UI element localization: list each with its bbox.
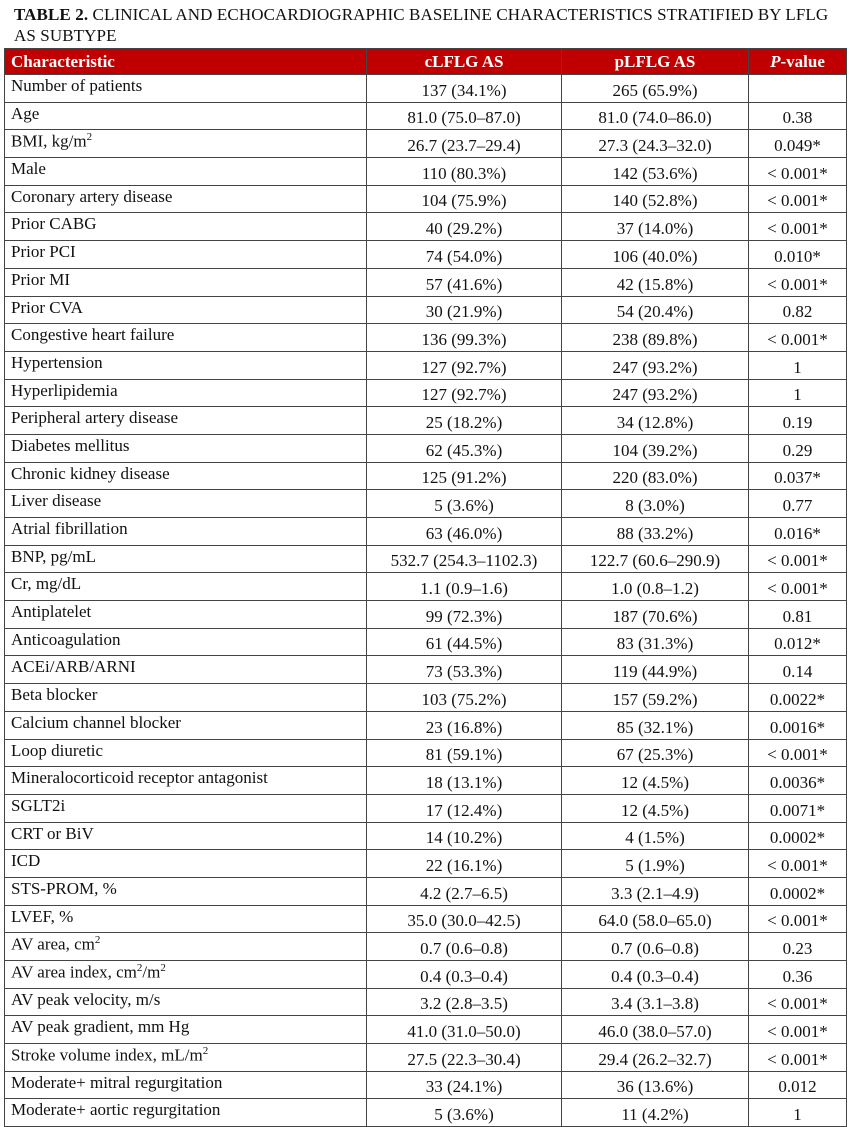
row-label-text: Atrial fibrillation bbox=[11, 519, 128, 538]
cell-clflg: 81.0 (75.0–87.0) bbox=[367, 102, 562, 130]
cell-plflg: 12 (4.5%) bbox=[562, 794, 749, 822]
cell-plflg: 5 (1.9%) bbox=[562, 850, 749, 878]
table-row bbox=[5, 1071, 847, 1099]
cell-p-value: < 0.001* bbox=[749, 850, 847, 878]
cell-plflg: 67 (25.3%) bbox=[562, 739, 749, 767]
cell-plflg: 238 (89.8%) bbox=[562, 324, 749, 352]
cell-clflg: 81 (59.1%) bbox=[367, 739, 562, 767]
cell-p-value: 0.29 bbox=[749, 434, 847, 462]
cell-plflg: 36 (13.6%) bbox=[562, 1071, 749, 1099]
cell-p-value: < 0.001* bbox=[749, 1044, 847, 1072]
cell-plflg: 3.3 (2.1–4.9) bbox=[562, 877, 749, 905]
cell-plflg: 4 (1.5%) bbox=[562, 822, 749, 850]
header-p-italic: P bbox=[770, 51, 781, 71]
table-row bbox=[5, 268, 847, 296]
cell-plflg: 247 (93.2%) bbox=[562, 351, 749, 379]
cell-clflg: 35.0 (30.0–42.5) bbox=[367, 905, 562, 933]
cell-plflg: 29.4 (26.2–32.7) bbox=[562, 1044, 749, 1072]
row-label bbox=[5, 794, 367, 822]
cell-clflg: 3.2 (2.8–3.5) bbox=[367, 988, 562, 1016]
row-label-text: Coronary artery disease bbox=[11, 186, 173, 206]
cell-p-value: 1 bbox=[749, 351, 847, 379]
cell-p-value: 1 bbox=[749, 379, 847, 407]
cell-clflg: 57 (41.6%) bbox=[367, 268, 562, 296]
cell-clflg: 532.7 (254.3–1102.3) bbox=[367, 545, 562, 573]
row-label bbox=[5, 324, 367, 352]
cell-plflg: 187 (70.6%) bbox=[562, 601, 749, 629]
table-row bbox=[5, 711, 847, 739]
row-label-text: AV peak velocity, m/s bbox=[11, 989, 161, 1009]
table-row bbox=[5, 739, 847, 767]
row-label-superscript: 2 bbox=[202, 1045, 209, 1058]
cell-clflg: 30 (21.9%) bbox=[367, 296, 562, 324]
cell-clflg: 63 (46.0%) bbox=[367, 518, 562, 546]
cell-p-value: < 0.001* bbox=[749, 988, 847, 1016]
cell-p-value: 0.037* bbox=[749, 462, 847, 490]
cell-plflg: 54 (20.4%) bbox=[562, 296, 749, 324]
row-label bbox=[5, 268, 367, 296]
row-label bbox=[5, 158, 367, 186]
characteristics-table bbox=[4, 48, 847, 1127]
cell-clflg: 62 (45.3%) bbox=[367, 434, 562, 462]
cell-clflg: 104 (75.9%) bbox=[367, 185, 562, 213]
table-row bbox=[5, 961, 847, 989]
row-label bbox=[5, 296, 367, 324]
table-row bbox=[5, 628, 847, 656]
cell-clflg: 5 (3.6%) bbox=[367, 490, 562, 518]
cell-clflg: 0.7 (0.6–0.8) bbox=[367, 933, 562, 961]
cell-plflg: 12 (4.5%) bbox=[562, 767, 749, 795]
row-label-text-2: /m bbox=[142, 962, 161, 982]
cell-plflg: 81.0 (74.0–86.0) bbox=[562, 102, 749, 130]
table-row bbox=[5, 518, 847, 546]
header-characteristic: Characteristic bbox=[5, 49, 367, 75]
table-row bbox=[5, 324, 847, 352]
cell-plflg: 8 (3.0%) bbox=[562, 490, 749, 518]
row-label-text: Loop diuretic bbox=[11, 740, 104, 760]
row-label bbox=[5, 573, 367, 601]
cell-plflg: 34 (12.8%) bbox=[562, 407, 749, 435]
table-row bbox=[5, 656, 847, 684]
row-label bbox=[5, 434, 367, 462]
table-row bbox=[5, 1016, 847, 1044]
table-row bbox=[5, 1044, 847, 1072]
row-label-text: Hyperlipidemia bbox=[11, 380, 118, 400]
row-label-text: BMI, kg/m bbox=[11, 132, 87, 152]
row-label-superscript: 2 bbox=[86, 131, 93, 144]
cell-p-value: 1 bbox=[749, 1099, 847, 1127]
cell-clflg: 1.1 (0.9–1.6) bbox=[367, 573, 562, 601]
table-header bbox=[5, 49, 847, 75]
row-label bbox=[5, 933, 367, 961]
cell-clflg: 14 (10.2%) bbox=[367, 822, 562, 850]
header-row bbox=[5, 49, 847, 75]
row-label-text: BNP, pg/mL bbox=[11, 546, 97, 566]
cell-p-value: 0.012 bbox=[749, 1071, 847, 1099]
row-label-text: Stroke volume index, mL/m bbox=[11, 1045, 203, 1065]
row-label bbox=[5, 75, 367, 103]
row-label-text: CRT or BiV bbox=[11, 823, 94, 843]
row-label-superscript-2: 2 bbox=[160, 962, 166, 974]
row-label bbox=[5, 545, 367, 573]
row-label bbox=[5, 822, 367, 850]
cell-clflg: 25 (18.2%) bbox=[367, 407, 562, 435]
cell-p-value: 0.14 bbox=[749, 656, 847, 684]
row-label-text: Prior PCI bbox=[11, 242, 76, 262]
row-label-text: Liver disease bbox=[11, 491, 102, 511]
row-label-text: Antiplatelet bbox=[11, 602, 92, 622]
row-label-text: Calcium channel blocker bbox=[11, 712, 181, 732]
row-label-text: AV area index, cm bbox=[11, 962, 137, 982]
table-row bbox=[5, 185, 847, 213]
table-row bbox=[5, 822, 847, 850]
table-row bbox=[5, 241, 847, 269]
cell-p-value: 0.82 bbox=[749, 296, 847, 324]
cell-p-value: 0.81 bbox=[749, 601, 847, 629]
table-row bbox=[5, 601, 847, 629]
row-label-text: Moderate+ mitral regurgitation bbox=[11, 1072, 223, 1092]
row-label bbox=[5, 102, 367, 130]
cell-clflg: 127 (92.7%) bbox=[367, 379, 562, 407]
row-label bbox=[5, 850, 367, 878]
row-label-text: Anticoagulation bbox=[11, 629, 121, 649]
cell-plflg: 37 (14.0%) bbox=[562, 213, 749, 241]
cell-p-value: < 0.001* bbox=[749, 905, 847, 933]
row-label-text: Number of patients bbox=[11, 76, 143, 95]
table-row bbox=[5, 75, 847, 103]
cell-p-value: < 0.001* bbox=[749, 213, 847, 241]
table-row bbox=[5, 573, 847, 601]
row-label bbox=[5, 1044, 367, 1072]
cell-clflg: 99 (72.3%) bbox=[367, 601, 562, 629]
cell-clflg: 18 (13.1%) bbox=[367, 767, 562, 795]
row-label-text: ACEi/ARB/ARNI bbox=[11, 657, 136, 677]
table-row bbox=[5, 379, 847, 407]
cell-clflg: 137 (34.1%) bbox=[367, 75, 562, 103]
row-label bbox=[5, 988, 367, 1016]
row-label bbox=[5, 130, 367, 158]
row-label-superscript: 2 bbox=[136, 962, 143, 974]
row-label-text: STS-PROM, % bbox=[11, 878, 117, 898]
table-row bbox=[5, 434, 847, 462]
cell-plflg: 104 (39.2%) bbox=[562, 434, 749, 462]
row-label-text: Hypertension bbox=[11, 352, 103, 372]
row-label bbox=[5, 462, 367, 490]
row-label-text: AV peak gradient, mm Hg bbox=[11, 1017, 190, 1037]
cell-clflg: 127 (92.7%) bbox=[367, 351, 562, 379]
cell-plflg: 46.0 (38.0–57.0) bbox=[562, 1016, 749, 1044]
row-label bbox=[5, 961, 367, 989]
row-label bbox=[5, 628, 367, 656]
cell-plflg: 142 (53.6%) bbox=[562, 158, 749, 186]
cell-p-value: 0.049* bbox=[749, 130, 847, 158]
cell-clflg: 23 (16.8%) bbox=[367, 711, 562, 739]
cell-clflg: 103 (75.2%) bbox=[367, 684, 562, 712]
cell-clflg: 27.5 (22.3–30.4) bbox=[367, 1044, 562, 1072]
row-label bbox=[5, 1071, 367, 1099]
cell-clflg: 26.7 (23.7–29.4) bbox=[367, 130, 562, 158]
cell-clflg: 5 (3.6%) bbox=[367, 1099, 562, 1127]
header-plflg: pLFLG AS bbox=[562, 49, 749, 75]
cell-clflg: 22 (16.1%) bbox=[367, 850, 562, 878]
row-label-text: Prior CABG bbox=[11, 214, 97, 234]
cell-plflg: 88 (33.2%) bbox=[562, 518, 749, 546]
table-row bbox=[5, 102, 847, 130]
cell-plflg: 119 (44.9%) bbox=[562, 656, 749, 684]
cell-clflg: 74 (54.0%) bbox=[367, 241, 562, 269]
cell-p-value: < 0.001* bbox=[749, 739, 847, 767]
table-row bbox=[5, 462, 847, 490]
cell-p-value: 0.016* bbox=[749, 518, 847, 546]
cell-p-value: 0.19 bbox=[749, 407, 847, 435]
cell-plflg: 106 (40.0%) bbox=[562, 241, 749, 269]
row-label bbox=[5, 684, 367, 712]
cell-p-value: 0.77 bbox=[749, 490, 847, 518]
cell-p-value bbox=[749, 75, 847, 103]
row-label bbox=[5, 518, 367, 546]
row-label bbox=[5, 1016, 367, 1044]
cell-clflg: 17 (12.4%) bbox=[367, 794, 562, 822]
row-label-text: LVEF, % bbox=[11, 906, 74, 926]
header-clflg: cLFLG AS bbox=[367, 49, 562, 75]
cell-plflg: 85 (32.1%) bbox=[562, 711, 749, 739]
cell-plflg: 83 (31.3%) bbox=[562, 628, 749, 656]
cell-p-value: 0.0071* bbox=[749, 794, 847, 822]
row-label-text: Congestive heart failure bbox=[11, 325, 175, 345]
row-label-text: Age bbox=[11, 103, 40, 123]
cell-plflg: 247 (93.2%) bbox=[562, 379, 749, 407]
row-label-text: Moderate+ aortic regurgitation bbox=[11, 1100, 221, 1120]
table-row bbox=[5, 545, 847, 573]
table-row bbox=[5, 988, 847, 1016]
row-label bbox=[5, 241, 367, 269]
cell-plflg: 42 (15.8%) bbox=[562, 268, 749, 296]
cell-p-value: < 0.001* bbox=[749, 545, 847, 573]
table-row bbox=[5, 351, 847, 379]
row-label-text: Cr, mg/dL bbox=[11, 574, 82, 594]
cell-p-value: < 0.001* bbox=[749, 185, 847, 213]
table-row bbox=[5, 794, 847, 822]
table-caption bbox=[14, 4, 846, 46]
cell-clflg: 125 (91.2%) bbox=[367, 462, 562, 490]
cell-plflg: 1.0 (0.8–1.2) bbox=[562, 573, 749, 601]
table-row bbox=[5, 767, 847, 795]
row-label-text: AV area, cm bbox=[11, 934, 95, 954]
cell-clflg: 41.0 (31.0–50.0) bbox=[367, 1016, 562, 1044]
header-p-value bbox=[749, 49, 847, 75]
cell-clflg: 110 (80.3%) bbox=[367, 158, 562, 186]
row-label-superscript: 2 bbox=[94, 934, 101, 947]
table-row bbox=[5, 490, 847, 518]
table-row bbox=[5, 850, 847, 878]
cell-plflg: 27.3 (24.3–32.0) bbox=[562, 130, 749, 158]
cell-plflg: 220 (83.0%) bbox=[562, 462, 749, 490]
row-label-text: Prior MI bbox=[11, 269, 71, 289]
cell-p-value: 0.012* bbox=[749, 628, 847, 656]
row-label bbox=[5, 185, 367, 213]
table-body bbox=[5, 75, 847, 1127]
header-p-suffix: -value bbox=[780, 51, 825, 71]
cell-plflg: 157 (59.2%) bbox=[562, 684, 749, 712]
cell-clflg: 0.4 (0.3–0.4) bbox=[367, 961, 562, 989]
cell-clflg: 61 (44.5%) bbox=[367, 628, 562, 656]
cell-plflg: 265 (65.9%) bbox=[562, 75, 749, 103]
cell-plflg: 64.0 (58.0–65.0) bbox=[562, 905, 749, 933]
cell-p-value: < 0.001* bbox=[749, 324, 847, 352]
row-label bbox=[5, 601, 367, 629]
row-label bbox=[5, 711, 367, 739]
cell-p-value: 0.36 bbox=[749, 961, 847, 989]
cell-plflg: 122.7 (60.6–290.9) bbox=[562, 545, 749, 573]
cell-p-value: 0.0002* bbox=[749, 822, 847, 850]
row-label-text: Chronic kidney disease bbox=[11, 463, 170, 483]
table-row bbox=[5, 933, 847, 961]
cell-clflg: 33 (24.1%) bbox=[367, 1071, 562, 1099]
row-label bbox=[5, 213, 367, 241]
row-label bbox=[5, 490, 367, 518]
row-label bbox=[5, 767, 367, 795]
cell-p-value: < 0.001* bbox=[749, 268, 847, 296]
cell-p-value: 0.0016* bbox=[749, 711, 847, 739]
row-label-text: SGLT2i bbox=[11, 795, 66, 815]
row-label bbox=[5, 739, 367, 767]
cell-p-value: 0.0002* bbox=[749, 877, 847, 905]
cell-clflg: 4.2 (2.7–6.5) bbox=[367, 877, 562, 905]
cell-clflg: 136 (99.3%) bbox=[367, 324, 562, 352]
row-label-text: Mineralocorticoid receptor antagonist bbox=[11, 768, 268, 788]
cell-p-value: 0.0022* bbox=[749, 684, 847, 712]
cell-plflg: 11 (4.2%) bbox=[562, 1099, 749, 1127]
table-row bbox=[5, 407, 847, 435]
row-label bbox=[5, 656, 367, 684]
cell-p-value: 0.23 bbox=[749, 933, 847, 961]
table-row bbox=[5, 905, 847, 933]
table-row bbox=[5, 684, 847, 712]
cell-clflg: 73 (53.3%) bbox=[367, 656, 562, 684]
row-label-text: Male bbox=[11, 159, 46, 179]
cell-plflg: 0.7 (0.6–0.8) bbox=[562, 933, 749, 961]
cell-p-value: < 0.001* bbox=[749, 158, 847, 186]
row-label bbox=[5, 351, 367, 379]
row-label bbox=[5, 905, 367, 933]
row-label bbox=[5, 379, 367, 407]
row-label bbox=[5, 407, 367, 435]
cell-p-value: 0.38 bbox=[749, 102, 847, 130]
table-number: TABLE 2. bbox=[14, 5, 89, 24]
row-label bbox=[5, 877, 367, 905]
table-row bbox=[5, 130, 847, 158]
table-row bbox=[5, 213, 847, 241]
row-label-text: Prior CVA bbox=[11, 297, 83, 317]
row-label-text: ICD bbox=[11, 851, 41, 871]
cell-plflg: 0.4 (0.3–0.4) bbox=[562, 961, 749, 989]
table-title: CLINICAL AND ECHOCARDIOGRAPHIC BASELINE CHARACTERISTICS STRATIFIED BY LFLG AS SUBTYPE bbox=[14, 5, 829, 45]
table-row bbox=[5, 296, 847, 324]
cell-plflg: 3.4 (3.1–3.8) bbox=[562, 988, 749, 1016]
cell-p-value: < 0.001* bbox=[749, 573, 847, 601]
table-row bbox=[5, 877, 847, 905]
cell-plflg: 140 (52.8%) bbox=[562, 185, 749, 213]
cell-p-value: 0.0036* bbox=[749, 767, 847, 795]
cell-clflg: 40 (29.2%) bbox=[367, 213, 562, 241]
row-label-text: Peripheral artery disease bbox=[11, 408, 179, 428]
cell-p-value: 0.010* bbox=[749, 241, 847, 269]
table-row bbox=[5, 158, 847, 186]
row-label-text: Beta blocker bbox=[11, 685, 98, 705]
cell-p-value: < 0.001* bbox=[749, 1016, 847, 1044]
row-label-text: Diabetes mellitus bbox=[11, 435, 130, 455]
